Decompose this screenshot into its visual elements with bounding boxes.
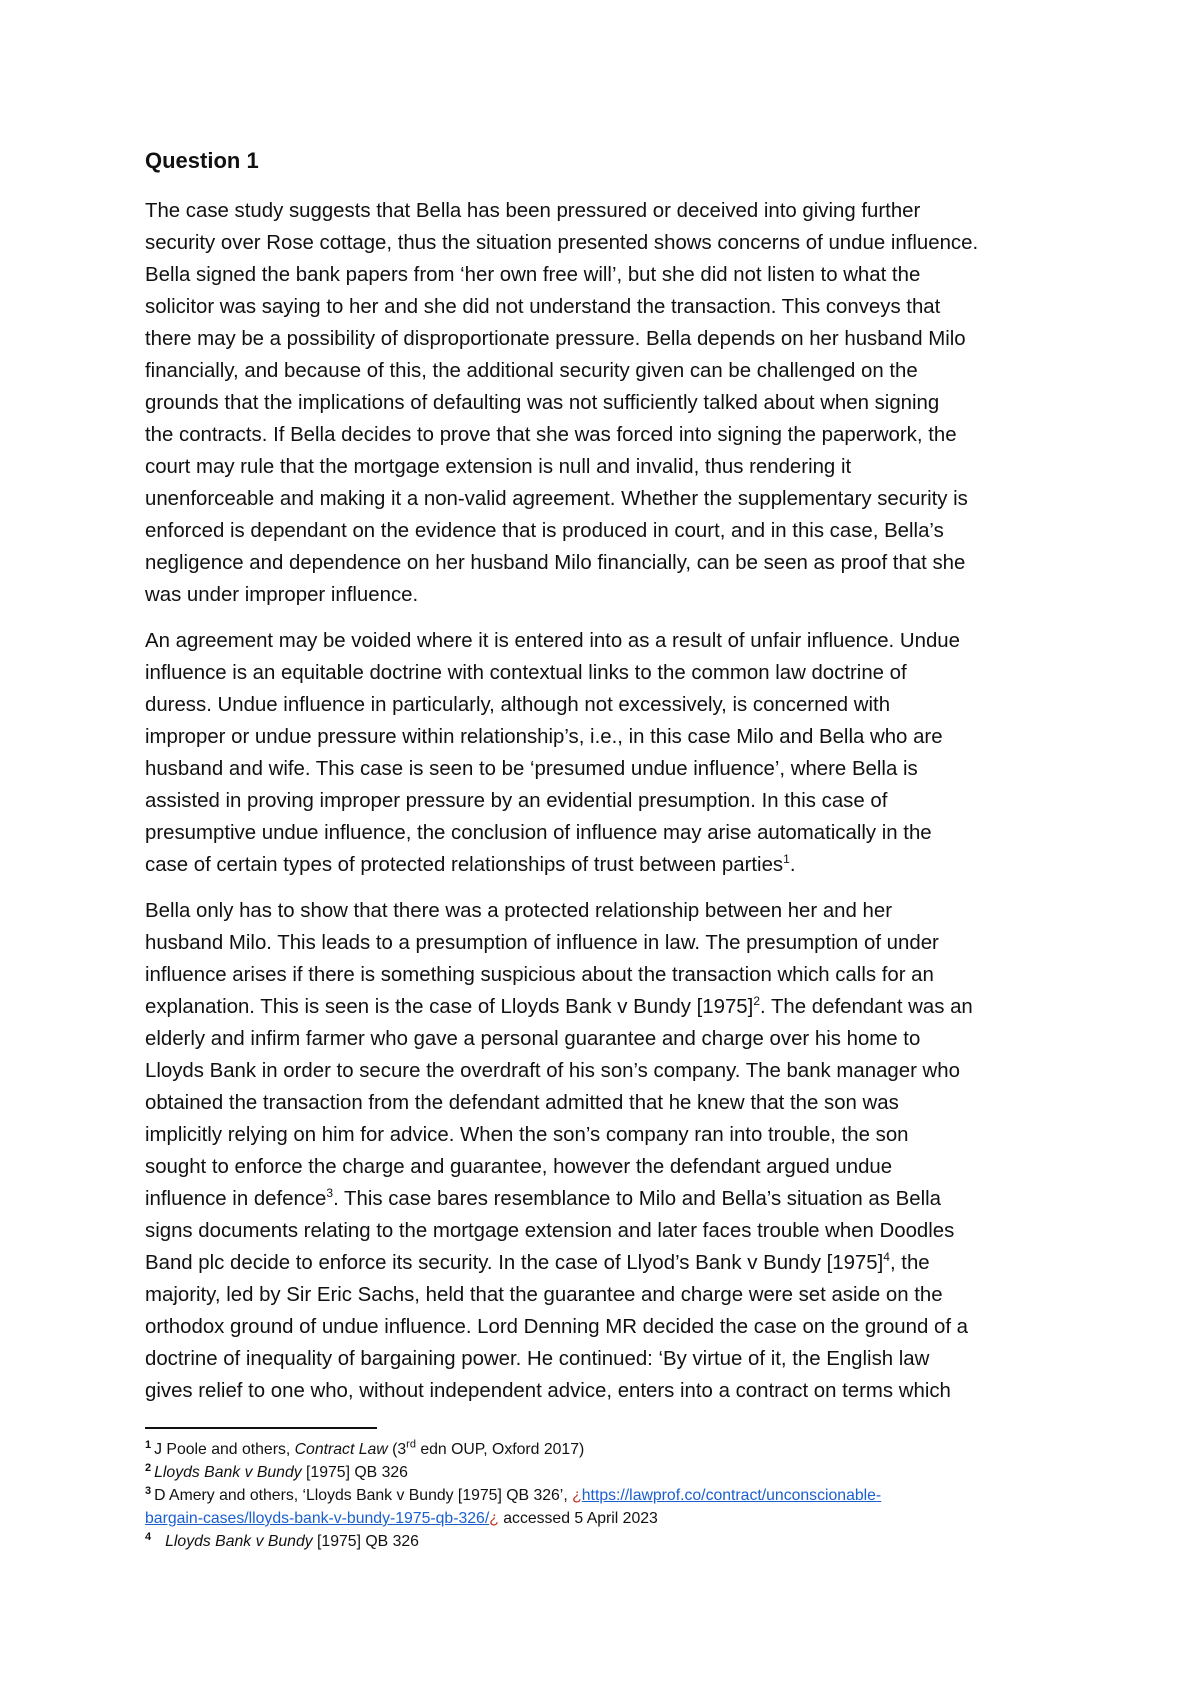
- text-line: duress. Undue influence in particularly, although not excessively, is concerned with: [145, 694, 891, 716]
- text-run: case of certain types of protected relationships of trust between parties: [145, 854, 784, 876]
- text-line: [145, 1247, 1067, 1279]
- footnote-text: J Poole and others,: [154, 1441, 295, 1458]
- footnote-separator: [145, 1427, 377, 1429]
- text-line: implicitly relying on him for advice. When the son’s company ran into trouble, the son: [145, 1124, 909, 1146]
- footnote-text: edn OUP, Oxford 2017): [415, 1441, 585, 1458]
- text-run: explanation. This is seen is the case of Lloyds Bank v Bundy [1975]: [145, 996, 754, 1018]
- footnote-ref-1[interactable]: 1: [783, 852, 790, 867]
- text-run: influence in defence: [145, 1188, 327, 1210]
- text-run: . This case bares resemblance to Milo and Bella’s situation as Bella: [333, 1188, 941, 1210]
- text-run: .: [789, 854, 796, 876]
- body-text: [145, 195, 1067, 1421]
- text-run: . The defendant was an: [760, 996, 973, 1018]
- text-line: elderly and infirm farmer who gave a personal guarantee and charge over his home to: [145, 1028, 921, 1050]
- text-line: there may be a possibility of disproportionate pressure. Bella depends on her husband Milo: [145, 328, 966, 350]
- footnote-text: D Amery and others, ‘Lloyds Bank v Bundy [1975] QB 326’,: [154, 1487, 573, 1504]
- text-line: gives relief to one who, without independent advice, enters into a contract on terms which: [145, 1380, 951, 1402]
- text-line: assisted in proving improper pressure by an evidential presumption. In this case of: [145, 790, 888, 812]
- text-line: financially, and because of this, the additional security given can be challenged on the: [145, 360, 918, 382]
- paragraph-2: [145, 625, 1067, 881]
- text-line: [145, 1183, 1067, 1215]
- text-line: solicitor was saying to her and she did not understand the transaction. This conveys that: [145, 296, 941, 318]
- footnote-ref-3[interactable]: 3: [326, 1186, 334, 1201]
- footnote-text: [1975] QB 326: [301, 1464, 408, 1481]
- text-line: sought to enforce the charge and guarantee, however the defendant argued undue: [145, 1156, 893, 1178]
- text-line: unenforceable and making it a non-valid agreement. Whether the supplementary security is: [145, 488, 968, 510]
- footnote-link[interactable]: bargain-cases/lloyds-bank-v-bundy-1975-qb-326/: [145, 1510, 490, 1527]
- question-heading: Question 1: [145, 148, 259, 173]
- text-line: court may rule that the mortgage extension is null and invalid, thus rendering it: [145, 456, 852, 478]
- footnote-4: [145, 1530, 1065, 1553]
- text-line: [145, 849, 1067, 881]
- text-line: presumptive undue influence, the conclusion of influence may arise automatically in the: [145, 822, 932, 844]
- text-line: influence is an equitable doctrine with contextual links to the common law doctrine of: [145, 662, 907, 684]
- footnote-number: 2: [145, 1461, 152, 1474]
- text-line: husband Milo. This leads to a presumption of influence in law. The presumption of under: [145, 932, 939, 954]
- footnote-3-continued: [145, 1507, 1065, 1530]
- footnote-number: 3: [145, 1484, 152, 1497]
- text-line: [145, 991, 1067, 1023]
- footnote-sup: rd: [406, 1438, 416, 1451]
- footnote-number: 4: [145, 1530, 152, 1543]
- text-run: , the: [889, 1252, 930, 1274]
- text-run: Band plc decide to enforce its security. In the case of Llyod’s Bank v Bundy [1975]: [145, 1252, 884, 1274]
- text-line: An agreement may be voided where it is entered into as a result of unfair influence. Undue: [145, 630, 960, 652]
- text-line: signs documents relating to the mortgage extension and later faces trouble when Doodles: [145, 1220, 955, 1242]
- paragraph-1: [145, 195, 1067, 611]
- text-line: obtained the transaction from the defendant admitted that he knew that the son was: [145, 1092, 899, 1114]
- field-marker: ¿: [572, 1487, 582, 1504]
- text-line: majority, led by Sir Eric Sachs, held that the guarantee and charge were set aside on the: [145, 1284, 943, 1306]
- text-line: grounds that the implications of defaulting was not sufficiently talked about when signing: [145, 392, 940, 414]
- text-line: doctrine of inequality of bargaining power. He continued: ‘By virtue of it, the English law: [145, 1348, 930, 1370]
- footnote-number: 1: [145, 1438, 152, 1451]
- footnote-italic: Lloyds Bank v Bundy: [154, 1464, 302, 1481]
- text-line: security over Rose cottage, thus the situation presented shows concerns of undue influence.: [145, 232, 979, 254]
- footnote-text: (3: [387, 1441, 407, 1458]
- text-line: influence arises if there is something suspicious about the transaction which calls for an: [145, 964, 934, 986]
- footnote-italic: Lloyds Bank v Bundy: [165, 1533, 313, 1550]
- text-line: Bella signed the bank papers from ‘her own free will’, but she did not listen to what the: [145, 264, 921, 286]
- text-line: improper or undue pressure within relationship’s, i.e., in this case Milo and Bella who are: [145, 726, 943, 748]
- footnote-2: [145, 1461, 1065, 1484]
- footnote-3: [145, 1484, 1065, 1507]
- footnote-text: accessed 5 April 2023: [498, 1510, 658, 1527]
- footnote-italic: Contract Law: [294, 1441, 388, 1458]
- text-line: Lloyds Bank in order to secure the overdraft of his son’s company. The bank manager who: [145, 1060, 960, 1082]
- footnote-ref-4[interactable]: 4: [883, 1250, 890, 1265]
- text-line: The case study suggests that Bella has been pressured or deceived into giving further: [145, 200, 921, 222]
- footnotes: [145, 1438, 1065, 1553]
- text-line: Bella only has to show that there was a protected relationship between her and her: [145, 900, 892, 922]
- footnote-1: [145, 1438, 1065, 1461]
- text-line: orthodox ground of undue influence. Lord Denning MR decided the case on the ground of a: [145, 1316, 969, 1338]
- text-line: negligence and dependence on her husband Milo financially, can be seen as proof that she: [145, 552, 966, 574]
- text-line: the contracts. If Bella decides to prove that she was forced into signing the paperwork, the: [145, 424, 957, 446]
- text-line: was under improper influence.: [145, 584, 419, 606]
- text-line: enforced is dependant on the evidence that is produced in court, and in this case, Bella’s: [145, 520, 944, 542]
- footnote-link[interactable]: https://lawprof.co/contract/unconscionable-: [581, 1487, 882, 1504]
- field-marker: ¿: [489, 1510, 499, 1527]
- paragraph-3: [145, 895, 1067, 1407]
- footnote-ref-2[interactable]: 2: [753, 994, 761, 1009]
- text-line: husband and wife. This case is seen to be ‘presumed undue influence’, where Bella is: [145, 758, 918, 780]
- footnote-text: [1975] QB 326: [312, 1533, 419, 1550]
